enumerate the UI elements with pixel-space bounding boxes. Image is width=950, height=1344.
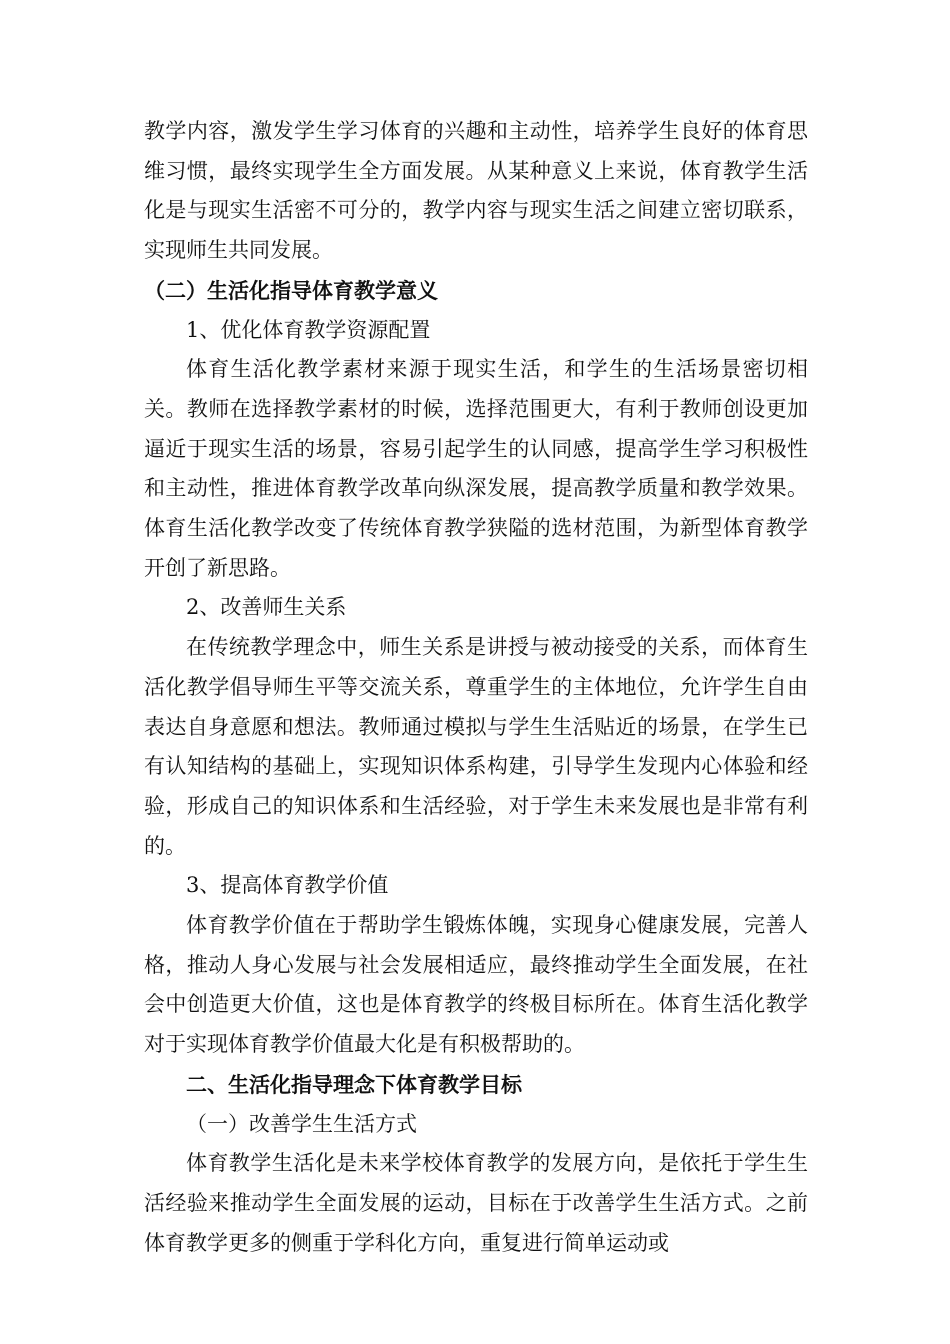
paragraph-teaching-value: 体育教学价值在于帮助学生锻炼体魄，实现身心健康发展，完善人格，推动人身心发展与社会发展相适应，最终推动学生全面发展，在社会中创造更大价值，这也是体育教学的终极目标所在。体育生活化教学对于实现体育教学价值最大化是有积极帮助的。 bbox=[144, 913, 808, 1057]
subheading-lifestyle: （一）改善学生生活方式 bbox=[186, 1111, 417, 1136]
subheading-resource-allocation: 1、优化体育教学资源配置 bbox=[186, 317, 431, 342]
paragraph-lifestyle: 体育教学生活化是未来学校体育教学的发展方向，是依托于学生生活经验来推动学生全面发展的运动，目标在于改善学生生活方式。之前体育教学更多的侧重于学科化方向，重复进行简单运动或 bbox=[144, 1151, 808, 1255]
section-heading-meaning: （二）生活化指导体育教学意义 bbox=[144, 277, 438, 303]
document-body bbox=[144, 112, 808, 1263]
subheading-teacher-student-relation: 2、改善师生关系 bbox=[186, 595, 347, 620]
section-heading-goals: 二、生活化指导理念下体育教学目标 bbox=[186, 1071, 522, 1097]
paragraph-intro: 教学内容，激发学生学习体育的兴趣和主动性，培养学生良好的体育思维习惯，最终实现学生全方面发展。从某种意义上来说，体育教学生活化是与现实生活密不可分的，教学内容与现实生活之间建立密切联系，实现师生共同发展。 bbox=[144, 119, 808, 263]
paragraph-teacher-student-relation: 在传统教学理念中，师生关系是讲授与被动接受的关系，而体育生活化教学倡导师生平等交流关系，尊重学生的主体地位，允许学生自由表达自身意愿和想法。教师通过模拟与学生生活贴近的场景，在学生已有认知结构的基础上，实现知识体系构建，引导学生发现内心体验和经验，形成自己的知识体系和生活经验，对于学生未来发展也是非常有利的。 bbox=[144, 635, 808, 858]
subheading-teaching-value: 3、提高体育教学价值 bbox=[186, 873, 389, 898]
paragraph-resource-allocation: 体育生活化教学素材来源于现实生活，和学生的生活场景密切相关。教师在选择教学素材的时候，选择范围更大，有利于教师创设更加逼近于现实生活的场景，容易引起学生的认同感，提高学生学习积极性和主动性，推进体育教学改革向纵深发展，提高教学质量和教学效果。体育生活化教学改变了传统体育教学狭隘的选材范围，为新型体育教学开创了新思路。 bbox=[144, 357, 808, 580]
